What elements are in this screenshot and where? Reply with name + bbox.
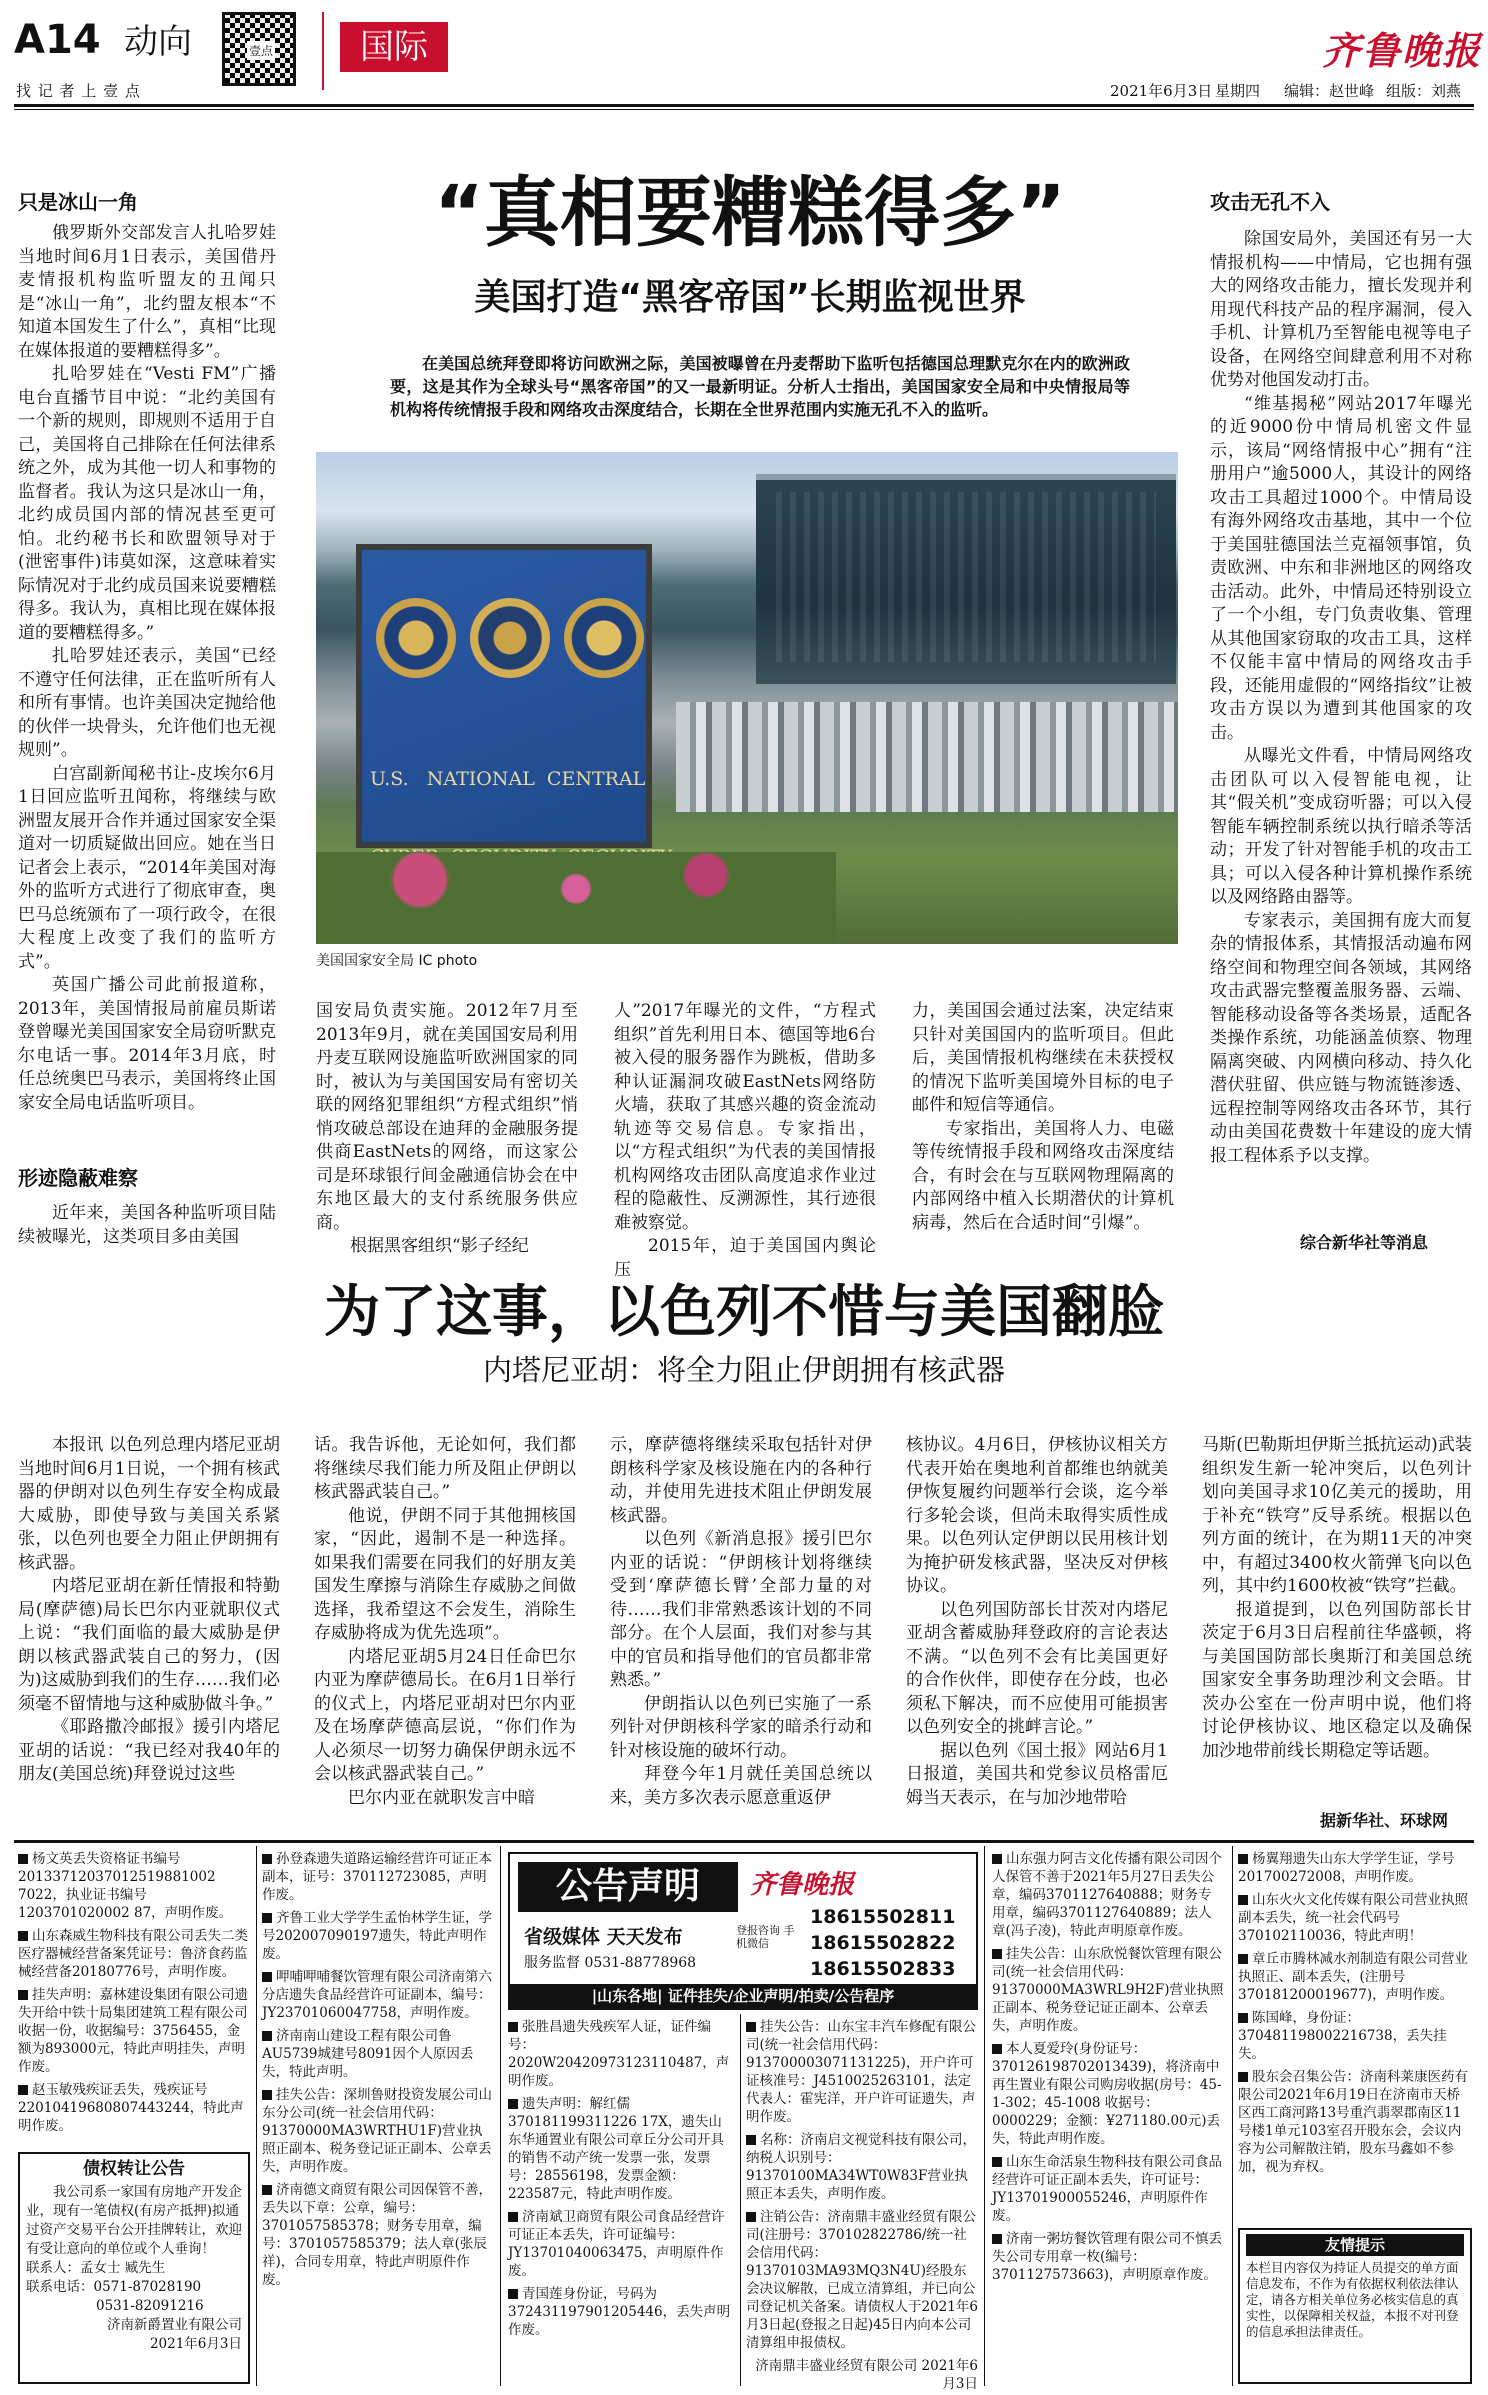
classified-item: 呷哺呷哺餐饮管理有限公司济南第六分店遗失食品经营许可证副本，编号：JY23701060047758，声明作废。	[262, 1969, 492, 2021]
left-paragraph: 白宫副新闻秘书让-皮埃尔6月1日回应监听丑闻称，将继续与欧洲盟友展开合作并通过国家安全渠道对一切质疑做出回应。她在当日记者会上表示，“2014年美国对海外的监听方式进行了彻底审查，奥巴马总统颁布了一项行政令，在很大程度上改变了我们的监听方式”。	[18, 763, 276, 972]
left-paragraph: 扎哈罗娃在“Vesti FM”广播电台直播节目中说：“北约美国有一个新的规则，即规则不适用于自己，美国将自己排除在任何法律系统之外，成为其他一切人和事物的监督者。我认为这只是冰山一角，北约成员国内部的情况甚至更可怕。北约秘书长和欧盟领导对于(泄密事件)讳莫如深，这意味着实际情况对于北约成员国来说要糟糕得多。我认为，真相比现在媒体报道的要糟糕得多。”	[18, 364, 276, 643]
story-paragraph: 他说，伊朗不同于其他拥核国家，“因此，遏制不是一种选择。如果我们需要在同我们的好朋友美国发生摩擦与消除生存威胁之间做选择，我希望这不会发生，消除生存威胁将成为优先选项”。	[314, 1505, 576, 1643]
second-subheadline: 内塔尼亚胡：将全力阻止伊朗拥有核武器	[482, 1353, 1005, 1387]
story-paragraph: 报道提到，以色列国防部长甘茨定于6月3日启程前往华盛顿，将与美国国防部长奥斯汀和美国总统国家安全事务助理沙利文会晤。甘茨办公室在一份声明中说，他们将讨论伊核协议、地区稳定以及确保加沙地带前线长期稳定等话题。	[1202, 1599, 1472, 1761]
story-paragraph: 以色列《新消息报》援引巴尔内亚的话说：“伊朗核计划将继续受到‘摩萨德长臂’全部力量的对待……我们非常熟悉该计划的不同部分。在个人层面，我们对参与其中的官员和指导他们的官员都非常熟悉。”	[610, 1529, 872, 1690]
story-paragraph: 以色列国防部长甘茨对内塔尼亚胡含蓄威胁拜登政府的言论表达不满。“以色列不会有比美国更好的合作伙伴，即使存在分歧，也必须私下解决，而不应使用可能损害以色列安全的挑衅言论。”	[906, 1599, 1168, 1737]
classified-item: 注销公告：济南鼎丰盛业经贸有限公司(注册号：370102822786/统一社会信用代码：91370103MA93MQ3N4U)经股东会决议解散，已成立清算组，并已向公司登记机关备案。请债权人于2021年6月3日起(登报之日起)45日内向本公司清算组申报债权。	[746, 2209, 978, 2351]
classified-item: 挂失公告：深圳鲁财投资发展公司山东分公司(统一社会信用代码：91370000MA3WRTHU1F)营业执照正副本、税务登记证正副本、公章丢失，声明作废。	[262, 2087, 492, 2175]
story-paragraph: 《耶路撒冷邮报》援引内塔尼亚胡的话说：“我已经对我40年的朋友(美国总统)拜登说过这些	[18, 1717, 280, 1784]
classified-item: 挂失公告：山东宝丰汽车修配有限公司(统一社会信用代码：913700003071131225)，开户许可证核准号：J4510025263101，法定代表人：霍宪洋，开户许可证遗失，声明作废。	[746, 2019, 976, 2125]
notice-phone[interactable]: 18615502822	[810, 1932, 956, 1954]
story-paragraph: 巴尔内亚在就职发言中暗	[348, 1787, 535, 1808]
story-paragraph: 人”2017年曝光的文件，“方程式组织”首先利用日本、德国等地6台被入侵的服务器作为跳板，借助多种认证漏洞攻破EastNets网络防火墙，获取了其感兴趣的资金流动轨迹等交易信息。专家指出，以“方程式组织”为代表的美国情报机构网络攻击团队高度追求作业过程的隐蔽性、反溯源性，其行迹很难被察觉。	[614, 1001, 876, 1233]
classified-item: 济南斌卫商贸有限公司食品经营许可证正本丢失，许可证编号：JY13701040063475，声明原件作废。	[508, 2209, 725, 2279]
classified-column-6	[1238, 1850, 1472, 2220]
notice-service: 服务监督 0531-88778968	[524, 1955, 697, 1971]
left-paragraph: 英国广播公司此前报道称，2013年，美国情报局前雇员斯诺登曾曝光美国国家安全局窃听默克尔电话一事。2014年3月底，时任总统奥巴马表示，美国将终止国家安全局电话监听项目。	[18, 975, 276, 1113]
seal-icon	[564, 598, 644, 678]
left-column	[18, 222, 276, 1157]
column-divider	[256, 1846, 257, 2386]
classified-item: 挂失公告：山东欣悦餐饮管理有限公司(统一社会信用代码：91370000MA3WRL9H2F)营业执照正副本、税务登记证正副本、公章丢失，声明作废。	[992, 1946, 1224, 2034]
classified-column-3	[508, 2018, 734, 2384]
left-subhead-2: 形迹隐蔽难察	[18, 1166, 138, 1190]
photo-sign	[356, 544, 652, 848]
story-paragraph: 内塔尼亚胡在新任情报和特勤局(摩萨德)局长巴尔内亚就职仪式上说：“我们面临的最大威胁是伊朗以核武器武装自己的努力，(因为)这威胁到我们的生存……我们必须毫不留情地与这种威胁做斗争。”	[18, 1576, 280, 1714]
classified-item: 齐鲁工业大学学生孟怡林学生证，学号202007090197遗失，特此声明作废。	[262, 1910, 492, 1962]
classified-item: 济南德文商贸有限公司因保管不善，丢失以下章：公章，编号：3701057585378；财务专用章，编号：3701057585379；法人章(张辰祥)，合同专用章，特此声明原件作废。	[262, 2182, 492, 2288]
story-paragraph: 据以色列《国土报》网站6月1日报道，美国共和党参议员格雷厄姆当天表示，在与加沙地带哈	[906, 1740, 1168, 1808]
debt-contact: 联系电话：0571-87028190	[26, 2279, 202, 2295]
friendly-tip	[1238, 2228, 1472, 2384]
top-headline: “真相要糟糕得多”	[434, 168, 1066, 257]
right-paragraph: 从曝光文件看，中情局网络攻击团队可以入侵智能电视，让其“假关机”变成窃听器；可以入侵智能车辆控制系统以执行暗杀等活动；开发了针对智能手机的攻击工具；可以入侵各种计算机操作系统以及网络路由器等。	[1210, 746, 1472, 907]
story-paragraph: 专家指出，美国将人力、电磁等传统情报手段和网络攻击深度结合，有时会在与互联网物理隔离的内部网络中植入长期潜伏的计算机病毒，然后在合适时间“引爆”。	[912, 1118, 1174, 1233]
notice-categories: |山东各地| 证件挂失/企业声明/拍卖/公告程序	[510, 1984, 976, 2008]
classified-item: 张胜昌遗失残疾军人证，证件编号：2020W20420973123110487，声明作废。	[508, 2019, 730, 2089]
editor-credit: 编辑：赵世峰	[1284, 82, 1375, 100]
classified-item: 青国莲身份证，号码为372431197901205446，丢失声明作废。	[508, 2286, 731, 2338]
second-column-5	[1202, 1434, 1472, 1806]
story-paragraph: 示，摩萨德将继续采取包括针对伊朗核科学家及核设施在内的各种行动，并使用先进技术阻止伊朗发展核武器。	[610, 1435, 872, 1526]
second-column-2	[314, 1434, 576, 1830]
classified-item: 挂失声明：嘉林建设集团有限公司遗失开给中铁十局集团建筑工程有限公司收据一份，收据编号：3756455，金额为893000元，特此声明挂失，声明作废。	[18, 1987, 248, 2075]
story-paragraph: 核协议。4月6日，伊核协议相关方代表开始在奥地利首都维也纳就美伊恢复履约问题举行会谈，迄今举行多轮会谈，但尚未取得实质性成果。以色列认定伊朗以民用核计划为掩护研发核武器，坚决反对伊核协议。	[906, 1435, 1168, 1596]
story-paragraph: 2015年，迫于美国国内舆论压	[614, 1236, 876, 1280]
issue-date: 2021年6月3日	[1110, 82, 1213, 100]
classified-column-4	[746, 2018, 978, 2392]
section-tag: 国际	[340, 22, 448, 72]
classified-column-2	[262, 1850, 494, 2384]
classified-item: 名称：济南启文视觉科技有限公司，纳税人识别号：91370100MA34WT0W83F营业执照正本丢失，声明作废。	[746, 2132, 976, 2202]
classified-item: 山东火火文化传媒有限公司营业执照副本丢失，统一社会代码号370102110036，特此声明！	[1238, 1892, 1468, 1944]
story-paragraph: 力，美国国会通过法案，决定结束只针对美国国内的监听项目。但此后，美国情报机构继续在未获授权的情况下监听美国境外目标的电子邮件和短信等通信。	[912, 1001, 1174, 1115]
header-rule-thin	[14, 109, 1474, 110]
page-number: A14	[14, 17, 101, 63]
classified-item: 杨翼翔遗失山东大学学生证，学号201700272008，声明作废。	[1238, 1851, 1455, 1885]
column-divider	[984, 1846, 985, 2386]
debt-contact: 联系人：孟女士 臧先生	[26, 2260, 166, 2276]
slogan: 找 记 者 上 壹 点	[16, 82, 141, 100]
classified-item: 山东生命活泉生物科技有限公司食品经营许可证正副本丢失，许可证号：JY13701900055246，声明原件作废。	[992, 2154, 1222, 2224]
debt-contact: 2021年6月3日	[149, 2336, 242, 2352]
right-paragraph: 除国安局外，美国还有另一大情报机构——中情局，它也拥有强大的网络攻击能力，擅长发现并利用现代科技产品的程序漏洞，侵入手机、计算机乃至智能电视等电子设备，在网络空间肆意利用不对称优势对他国发动打击。	[1210, 229, 1472, 390]
second-column-3	[610, 1434, 872, 1830]
seal-icon	[376, 598, 456, 678]
left-paragraph: 近年来，美国各种监听项目陆续被曝光，这类项目多由美国	[18, 1203, 276, 1247]
header-red-bar	[322, 12, 324, 90]
debt-notice	[18, 2152, 250, 2384]
classified-item: 陈国峰，身份证：370481198002216738，丢失挂失。	[1238, 2010, 1447, 2062]
column-divider	[1232, 1846, 1233, 2386]
left-column-tail	[18, 1202, 276, 1252]
right-column	[1210, 228, 1472, 1230]
notice-box	[508, 1852, 978, 2010]
notice-phone[interactable]: 18615502811	[810, 1906, 956, 1928]
header-rule	[14, 104, 1474, 107]
notice-title: 公告声明	[518, 1862, 738, 1912]
right-byline: 综合新华社等消息	[1300, 1233, 1429, 1252]
top-story-column-1	[316, 1000, 578, 1256]
story-paragraph: 国安局负责实施。2012年7月至2013年9月，就在美国国安局利用丹麦互联网设施监听欧洲国家的同时，被认为与美国国安局有密切关联的网络犯罪组织“方程式组织”悄悄攻破总部设在迪拜的金融服务提供商EastNets的网络，而这家公司是环球银行间金融通信协会在中东地区最大的支付系统服务供应商。	[316, 1001, 578, 1233]
top-story-column-3	[912, 1000, 1174, 1250]
top-subheadline: 美国打造“黑客帝国”长期监视世界	[474, 277, 1026, 318]
classified-column-1	[18, 1850, 250, 2150]
notice-consult: 登报咨询 手机微信	[736, 1924, 795, 1950]
story-paragraph: 话。我告诉他，无论如何，我们都将继续尽我们能力所及阻止伊朗以核武器武装自己。”	[314, 1435, 576, 1502]
newspaper-logo: 齐鲁晚报	[1322, 28, 1483, 73]
right-paragraph: 专家表示，美国拥有庞大而复杂的情报体系，其情报活动遍布网络空间和物理空间各领域，其网络攻击武器完整覆盖服务器、云端、智能移动设备等各类场景，适配各类操作系统，功能涵盖侦察、物理隔离突破、内网横向移动、持久化潜伏驻留、供应链与物流链渗透、远程控制等网络攻击各环节，其行动由美国花费数十年建设的庞大情报工程体系予以支撑。	[1210, 910, 1472, 1166]
tip-body: 本栏目内容仅为持证人员提交的单方面信息发布，不作为有依据权利依法律认定，请各方相关单位务必核实信息的真实性，以保障相关权益，本报不对刊登的信息承担法律责任。	[1246, 2260, 1459, 2339]
tip-title: 友情提示	[1246, 2234, 1464, 2256]
story-paragraph: 马斯(巴勒斯坦伊斯兰抵抗运动)武装组织发生新一轮冲突后，以色列计划向美国寻求10亿美元的援助，用于补充“铁穹”反导系统。根据以色列方面的统计，在为期11天的冲突中，有超过3400枚火箭弹飞向以色列，其中约1600枚被“铁穹”拦截。	[1202, 1435, 1472, 1596]
debt-title: 债权转让公告	[83, 2159, 185, 2179]
right-subhead: 攻击无孔不入	[1210, 190, 1330, 214]
classified-item: 济南鼎丰盛业经贸有限公司 2021年6月3日	[755, 2358, 978, 2392]
nsa-photo	[316, 452, 1178, 944]
classified-item: 赵玉敏残疾证丢失，残疾证号22010419680807443244，特此声明作废。	[18, 2082, 244, 2134]
photo-caption: 美国国家安全局 IC photo	[316, 953, 478, 969]
story-paragraph: 本报讯 以色列总理内塔尼亚胡当地时间6月1日说，一个拥有核武器的伊朗对以色列生存安全构成最大威胁，即使导致与美国关系紧张，以色列也要全力阻止伊朗拥有核武器。	[18, 1435, 280, 1573]
classifieds-rule	[14, 1840, 1474, 1843]
debt-contact: 济南新爵置业有限公司	[107, 2317, 242, 2333]
notice-logo: 齐鲁晚报	[750, 1870, 855, 1900]
left-paragraph: 扎哈罗娃还表示，美国“已经不遵守任何法律，正在监听所有人和所有事情。也许美国决定抛给他的伙伴一块骨头，允许他们也无视规则”。	[18, 646, 276, 760]
story-paragraph: 根据黑客组织“影子经纪	[350, 1236, 529, 1256]
top-story-column-2	[614, 1000, 876, 1280]
classified-item: 济南一粥坊餐饮管理有限公司不慎丢失公司专用章一枚(编号：3701127573663)，声明原章作废。	[992, 2231, 1222, 2283]
section-name: 动向	[124, 22, 192, 62]
photo-building-glass	[776, 492, 1156, 662]
classified-item: 杨文英丢失资格证书编号20133712037012519881002 7022，执业证书编号1203701020002 87，声明作废。	[18, 1851, 233, 1921]
photo-parking-lot	[676, 702, 1178, 812]
classified-item: 股东会召集公告：济南科莱康医药有限公司2021年6月19日在济南市天桥区西工商河路13号重汽翡翠郡南区11号楼1单元103室召开股东会，会议内容为公司解散注销，股东马鑫如不参加，视为弃权。	[1238, 2069, 1468, 2175]
photo-flowers	[316, 852, 836, 944]
second-column-4	[906, 1434, 1168, 1830]
classified-item: 孙登森遗失道路运输经营许可证正本副本，证号：370112723085，声明作废。	[262, 1851, 492, 1903]
classified-item: 山东森威生物科技有限公司丢失二类医疗器械经营备案凭证号：鲁济食药监械经营备20180776号，声明作废。	[18, 1928, 248, 1980]
classified-item: 济南南山建设工程有限公司鲁AU5739城建号8091因个人原因丢失，特此声明。	[262, 2028, 474, 2080]
classified-item: 山东强力阿吉文化传播有限公司因个人保管不善于2021年5月27日丢失公章，编码3701127640888；财务专用章，编码3701127640889；法人章(冯子凌)，特此声明原章作废。	[992, 1851, 1222, 1939]
top-lead: 在美国总统拜登即将访问欧洲之际，美国被曝曾在丹麦帮助下监听包括德国总理默克尔在内的欧洲政要，这是其作为全球头号“黑客帝国”的又一最新明证。分析人士指出，美国国家安全局和中央情报局等机构将传统情报手段和网络攻击深度结合，长期在全世界范围内实施无孔不入的监听。	[390, 354, 1130, 419]
classified-item: 章丘市腾林减水剂制造有限公司营业执照正、副本丢失，(注册号370181200019677)，声明作废。	[1238, 1951, 1468, 2003]
sign-line: U.S. NATIONAL CENTRAL	[370, 768, 646, 790]
column-divider	[740, 2014, 741, 2386]
designer-credit: 组版：刘燕	[1386, 82, 1462, 100]
classified-item: 遗失声明：解红儒370181199311226 17X，遗失山东华通置业有限公司章丘分公司开具的销售不动产统一发票一张，发票号：28556198，发票金额：223587元，特此声明作废。	[508, 2096, 724, 2202]
story-paragraph: 伊朗指认以色列已实施了一系列针对伊朗核科学家的暗杀行动和针对核设施的破坏行动。	[610, 1693, 872, 1761]
story-paragraph: 拜登今年1月就任美国总统以来，美方多次表示愿意重返伊	[610, 1764, 872, 1808]
qr-label: 壹点	[247, 41, 275, 60]
debt-contact: 0531-82091216	[96, 2298, 204, 2314]
classified-column-5	[992, 1850, 1224, 2384]
seal-icon	[470, 598, 550, 678]
debt-body: 我公司系一家国有房地产开发企业，现有一笔债权(有房产抵押)拟通过资产交易平台公开挂牌转让，欢迎有受让意向的单位或个人垂询！	[26, 2184, 242, 2257]
notice-tagline: 省级媒体 天天发布	[524, 1926, 683, 1948]
story-paragraph: 内塔尼亚胡5月24日任命巴尔内亚为摩萨德局长。在6月1日举行的仪式上，内塔尼亚胡对巴尔内亚及在场摩萨德高层说，“你们作为人必须尽一切努力确保伊朗永远不会以核武器武装自己。”	[314, 1646, 576, 1784]
left-paragraph: 俄罗斯外交部发言人扎哈罗娃当地时间6月1日表示，美国借丹麦情报机构监听盟友的丑闻只是“冰山一角”，北约盟友根本“不知道本国发生了什么”，真相“比现在媒体报道的要糟糕得多”。	[18, 223, 276, 361]
right-paragraph: “维基揭秘”网站2017年曝光的近9000份中情局机密文件显示，该局“网络情报中心”拥有“注册用户”逾5000人，其设计的网络攻击工具超过1000个。中情局设有海外网络攻击基地，其中一个位于美国驻德国法兰克福领事馆，负责欧洲、中东和非洲地区的网络攻击活动。此外，中情局还特别设立了一个小组，专门负责收集、管理从其他国家窃取的攻击工具，这样不仅能丰富中情局的网络攻击手段，还能用虚假的“网络指纹”让被攻击方误以为遭到其他国家的攻击。	[1210, 393, 1472, 743]
left-subhead-1: 只是冰山一角	[18, 190, 138, 214]
second-headline: 为了这事，以色列不惜与美国翻脸	[324, 1280, 1164, 1345]
column-divider	[500, 1846, 501, 2386]
weekday: 星期四	[1215, 82, 1261, 100]
notice-phone[interactable]: 18615502833	[810, 1958, 956, 1980]
second-byline: 据新华社、环球网	[1320, 1811, 1449, 1830]
second-column-1	[18, 1434, 280, 1830]
classified-item: 本人夏爱玲(身份证号：370126198702013439)，将济南中再生置业有限公司购房收据(房号：45-1-302；45-1008 收据号：0000229；金额：¥271180.00元)丢失，特此声明作废。	[992, 2041, 1222, 2147]
qr-code-icon[interactable]	[222, 12, 296, 86]
